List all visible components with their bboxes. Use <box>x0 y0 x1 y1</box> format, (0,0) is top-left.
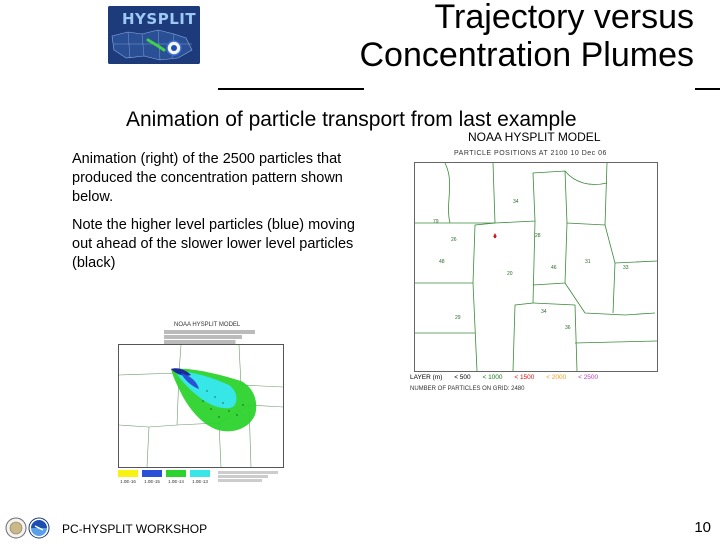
svg-text:79: 79 <box>433 219 439 225</box>
legend-label-1e-14: 1.0E-14 <box>168 479 184 484</box>
title-underline-right <box>695 88 720 90</box>
figure-header: NOAA HYSPLIT MODEL <box>174 322 241 328</box>
title-underline-left <box>218 88 364 90</box>
svg-text:34: 34 <box>541 309 547 315</box>
paragraph-animation: Animation (right) of the 2500 particles that produced the concentration pattern shown below. <box>72 151 343 205</box>
concentration-legend <box>118 470 294 488</box>
paragraph-note: Note the higher level particles (blue) moving out ahead of the slower lower level particles (black) <box>72 217 355 271</box>
particle-animation-figure <box>410 130 660 400</box>
hysplit-logo <box>108 6 200 64</box>
legend-swatch-1e-14 <box>166 470 186 477</box>
legend-title: LAYER (m) <box>410 374 443 381</box>
legend-item-1500: < 1500 <box>514 374 535 381</box>
page-number: 10 <box>694 519 711 536</box>
legend-item-1000: < 1000 <box>482 374 503 381</box>
svg-text:29: 29 <box>455 315 461 321</box>
svg-text:33: 33 <box>623 265 629 271</box>
particle-count: NUMBER OF PARTICLES ON GRID: 2480 <box>410 386 525 392</box>
svg-text:31: 31 <box>585 259 591 265</box>
footer-workshop-text: PC-HYSPLIT WORKSHOP <box>62 522 208 536</box>
legend-swatch-1e-15 <box>142 470 162 477</box>
particle-map <box>414 162 658 372</box>
subtitle: Animation of particle transport from last example <box>126 108 577 131</box>
figure-header: PARTICLE POSITIONS AT 2100 10 Dec 06 <box>454 150 607 157</box>
svg-text:46: 46 <box>551 265 557 271</box>
slide-title-line1: Trajectory versus <box>434 0 694 36</box>
layer-legend <box>410 374 660 381</box>
agency-seals-icon <box>5 517 59 539</box>
footer-logos <box>5 517 59 539</box>
legend-swatch-1e-13 <box>190 470 210 477</box>
left-axis-labels <box>108 346 116 466</box>
legend-note <box>218 470 294 483</box>
right-axis-labels <box>284 346 294 466</box>
legend-label-1e-13: 1.0E-13 <box>192 479 208 484</box>
slide-title <box>274 0 694 74</box>
svg-text:20: 20 <box>507 271 513 277</box>
legend-item-2000: < 2000 <box>546 374 567 381</box>
figure-caption: NOAA HYSPLIT MODEL <box>468 130 601 144</box>
svg-text:34: 34 <box>513 199 519 205</box>
legend-item-2500: < 2500 <box>578 374 599 381</box>
concentration-plume-figure <box>108 322 294 490</box>
svg-text:28: 28 <box>535 233 541 239</box>
svg-text:26: 26 <box>451 237 457 243</box>
legend-swatch-1e-16 <box>118 470 138 477</box>
slide-title-line2: Concentration Plumes <box>359 36 694 74</box>
plume-map <box>118 344 284 468</box>
legend-label-1e-16: 1.0E-16 <box>120 479 136 484</box>
svg-text:36: 36 <box>565 325 571 331</box>
legend-label-1e-15: 1.0E-15 <box>144 479 160 484</box>
figure-info-lines <box>164 329 294 345</box>
logo-text: HYSPLIT <box>122 10 197 28</box>
svg-text:48: 48 <box>439 259 445 265</box>
legend-item-500: < 500 <box>454 374 471 381</box>
